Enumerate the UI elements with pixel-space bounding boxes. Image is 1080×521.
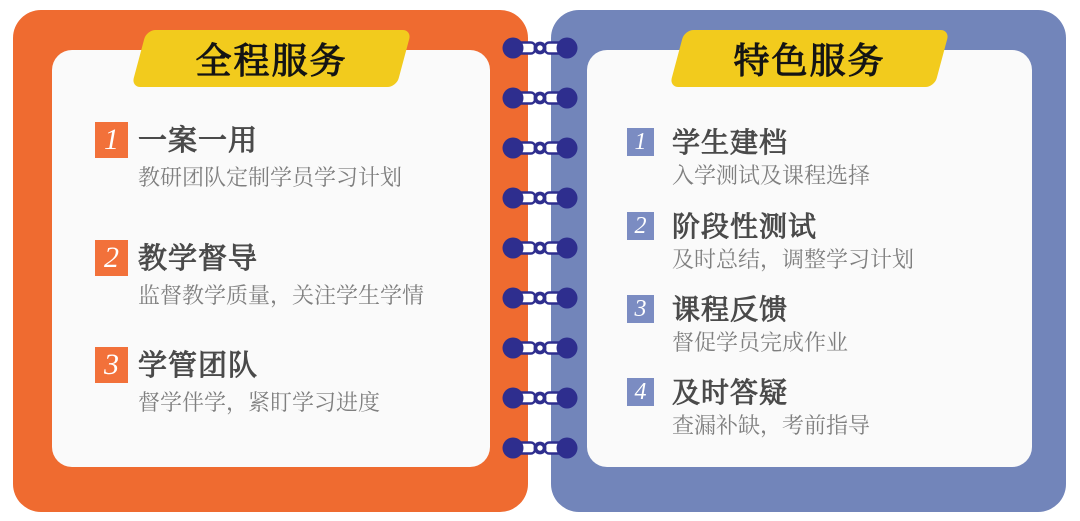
featured-service-item-3: [627, 295, 848, 356]
full-service-banner: [139, 30, 404, 87]
binder-ring-icon: [500, 184, 580, 212]
item-text: [138, 122, 402, 191]
panel-full-service: [13, 10, 528, 512]
full-service-item-2: [95, 240, 424, 309]
item-text: [672, 128, 870, 189]
item-number-badge: 2: [95, 240, 128, 276]
item-description: 及时总结，调整学习计划: [672, 247, 915, 272]
item-title: 一案一用: [138, 125, 259, 157]
full-service-item-1: [95, 122, 402, 191]
item-title: 学管团队: [138, 350, 259, 382]
panel-title: 特色服务: [733, 40, 886, 81]
binder-ring-icon: [500, 284, 580, 312]
featured-service-item-2: [627, 212, 914, 273]
item-title: 教学督导: [138, 243, 259, 275]
featured-service-card: [587, 50, 1032, 467]
item-text: [672, 295, 848, 356]
panel-featured-service: [551, 10, 1066, 512]
featured-service-item-4: [627, 378, 870, 439]
item-description: 入学测试及课程选择: [672, 163, 871, 188]
item-text: [138, 347, 380, 416]
item-number-badge: 2: [627, 212, 654, 240]
item-description: 查漏补缺，考前指导: [672, 413, 871, 438]
item-title: 阶段性测试: [672, 211, 818, 242]
featured-service-banner: [677, 30, 942, 87]
item-title: 课程反馈: [672, 294, 789, 325]
item-number-badge: 3: [627, 295, 654, 323]
item-number-badge: 1: [95, 122, 128, 158]
full-service-card: [52, 50, 490, 467]
binder-ring-icon: [500, 34, 580, 62]
binder-ring-icon: [500, 84, 580, 112]
item-number-badge: 3: [95, 347, 128, 383]
item-description: 监督教学质量，关注学生学情: [138, 283, 425, 308]
binder-ring-icon: [500, 234, 580, 262]
item-title: 及时答疑: [672, 377, 789, 408]
binder-ring-icon: [500, 334, 580, 362]
item-title: 学生建档: [672, 127, 789, 158]
item-description: 教研团队定制学员学习计划: [138, 165, 403, 190]
item-description: 督促学员完成作业: [672, 330, 849, 355]
item-number-badge: 4: [627, 378, 654, 406]
item-text: [138, 240, 424, 309]
item-number-badge: 1: [627, 128, 654, 156]
featured-service-item-1: [627, 128, 870, 189]
binder-ring-icon: [500, 384, 580, 412]
panel-title: 全程服务: [195, 40, 348, 81]
item-description: 督学伴学，紧盯学习进度: [138, 390, 381, 415]
binder-ring-icon: [500, 134, 580, 162]
item-text: [672, 212, 914, 273]
binder-ring-icon: [500, 434, 580, 462]
full-service-item-3: [95, 347, 380, 416]
item-text: [672, 378, 870, 439]
